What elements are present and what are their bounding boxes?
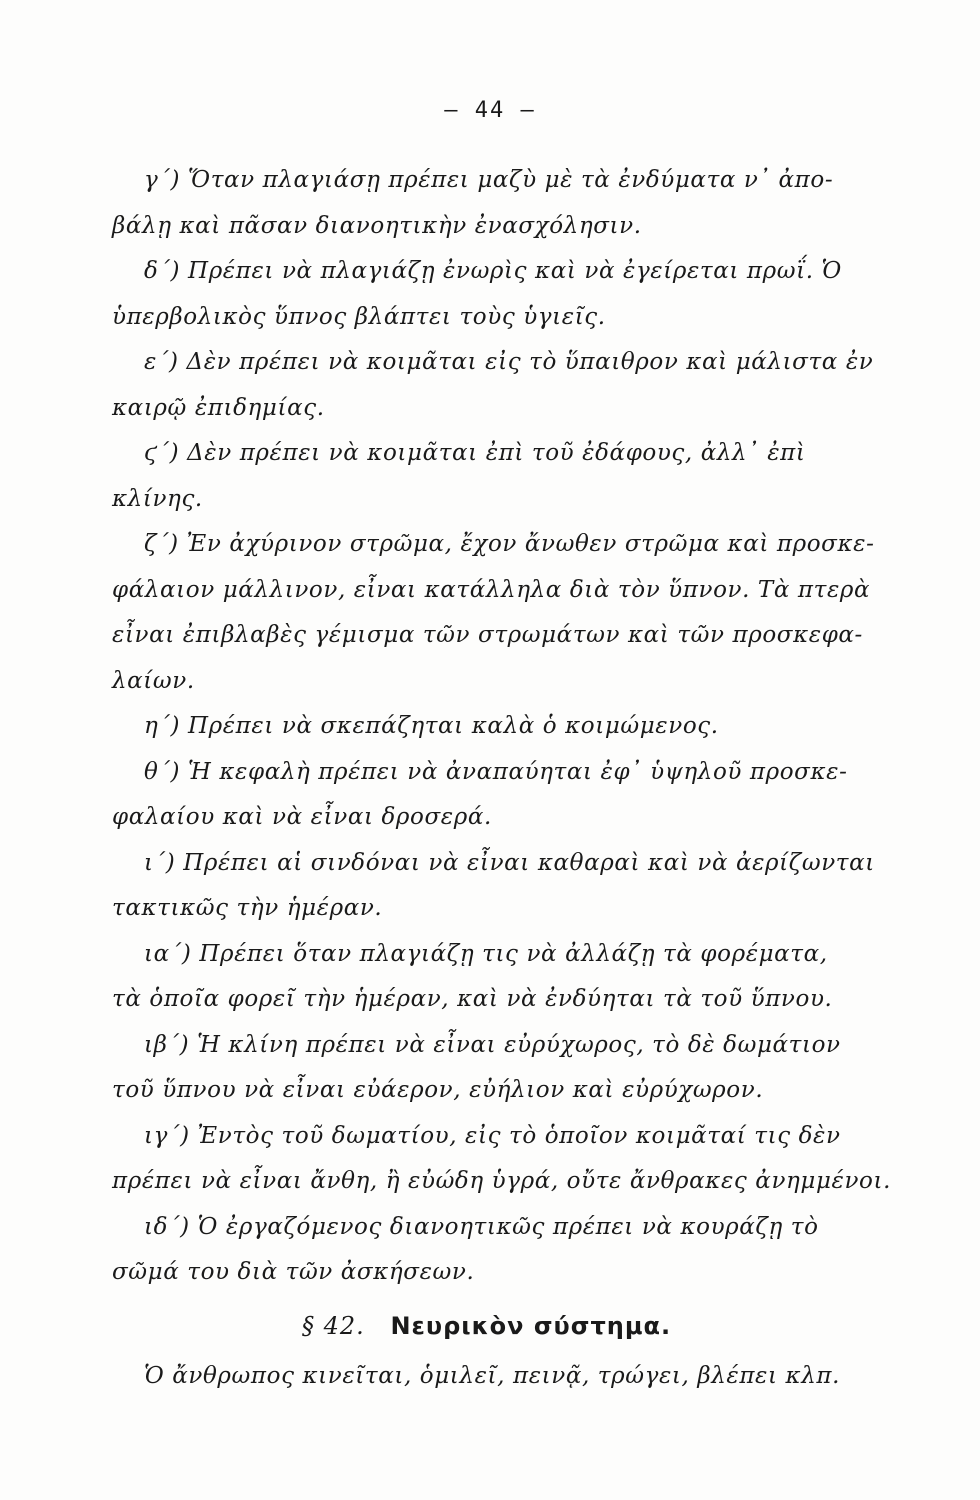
text-line: βάλῃ καὶ πᾶσαν διανοητικὴν ἐνασχόλησιν.: [112, 212, 642, 239]
text-line: λαίων.: [112, 667, 195, 694]
text-line: τακτικῶς τὴν ἡμέραν.: [112, 895, 383, 921]
text-line: ιδ΄) Ὁ ἐργαζόμενος διανοητικῶς πρέπει νὰ κουράζῃ τὸ: [144, 1213, 819, 1240]
section-title: Νευρικὸν σύστημα.: [390, 1311, 672, 1340]
section-number: § 42.: [302, 1311, 365, 1340]
text-line: καιρῷ ἐπιδημίας.: [112, 394, 325, 421]
text-line: θ΄) Ἡ κεφαλὴ πρέπει νὰ ἀναπαύηται ἐφ᾽ ὑψηλοῦ προσκε-: [144, 758, 848, 785]
text-line: ια΄) Πρέπει ὅταν πλαγιάζῃ τις νὰ ἀλλάζῃ τὰ φορέματα,: [144, 940, 828, 967]
text-line: φαλαίου καὶ νὰ εἶναι δροσερά.: [112, 804, 492, 830]
text-line: δ΄) Πρέπει νὰ πλαγιάζῃ ἐνωρὶς καὶ νὰ ἐγείρεται πρωΐ. Ὁ: [144, 258, 842, 284]
body-text: [112, 158, 922, 1399]
text-line: τὰ ὁποῖα φορεῖ τὴν ἡμέραν, καὶ νὰ ἐνδύηται τὰ τοῦ ὕπνου.: [112, 986, 833, 1012]
text-line: η΄) Πρέπει νὰ σκεπάζηται καλὰ ὁ κοιμώμενος.: [144, 713, 719, 739]
text-line: ιβ΄) Ἡ κλίνη πρέπει νὰ εἶναι εὐρύχωρος, τὸ δὲ δωμάτιον: [144, 1031, 841, 1058]
section-heading: [112, 1296, 922, 1346]
page-number: — 44 —: [444, 98, 536, 123]
text-line: ὑπερβολικὸς ὕπνος βλάπτει τοὺς ὑγιεῖς.: [112, 303, 606, 330]
text-line: ζ΄) Ἐν ἀχύρινον στρῶμα, ἔχον ἄνωθεν στρῶμα καὶ προσκε-: [144, 531, 875, 557]
text-line: Ὁ ἄνθρωπος κινεῖται, ὁμιλεῖ, πεινᾷ, τρώγει, βλέπει κλπ.: [144, 1362, 841, 1389]
text-line: ι΄) Πρέπει αἱ σινδόναι νὰ εἶναι καθαραὶ καὶ νὰ ἀερίζωνται: [144, 849, 875, 876]
text-line: φάλαιον μάλλινον, εἶναι κατάλληλα διὰ τὸν ὕπνον. Τὰ πτερὰ: [112, 576, 871, 603]
text-line: ιγ΄) Ἐντὸς τοῦ δωματίου, εἰς τὸ ὁποῖον κοιμᾶταί τις δὲν: [144, 1122, 841, 1149]
text-line: κλίνης.: [112, 485, 203, 512]
text-line: ε΄) Δὲν πρέπει νὰ κοιμᾶται εἰς τὸ ὕπαιθρον καὶ μάλιστα ἐν: [144, 349, 874, 375]
text-line: ϛ΄) Δὲν πρέπει νὰ κοιμᾶται ἐπὶ τοῦ ἐδάφους, ἀλλ᾽ ἐπὶ: [144, 440, 806, 466]
text-line: πρέπει νὰ εἶναι ἄνθη, ἢ εὐώδη ὑγρά, οὔτε ἄνθρακες ἀνημμένοι.: [112, 1168, 891, 1194]
text-line: εἶναι ἐπιβλαβὲς γέμισμα τῶν στρωμάτων καὶ τῶν προσκεφα-: [112, 622, 863, 648]
text-line: γ΄) Ὅταν πλαγιάσῃ πρέπει μαζὺ μὲ τὰ ἐνδύματα ν᾽ ἀπο-: [144, 167, 834, 193]
text-line: σῶμά του διὰ τῶν ἀσκήσεων.: [112, 1259, 475, 1285]
text-line: τοῦ ὕπνου νὰ εἶναι εὐάερον, εὐήλιον καὶ εὐρύχωρον.: [112, 1077, 764, 1103]
